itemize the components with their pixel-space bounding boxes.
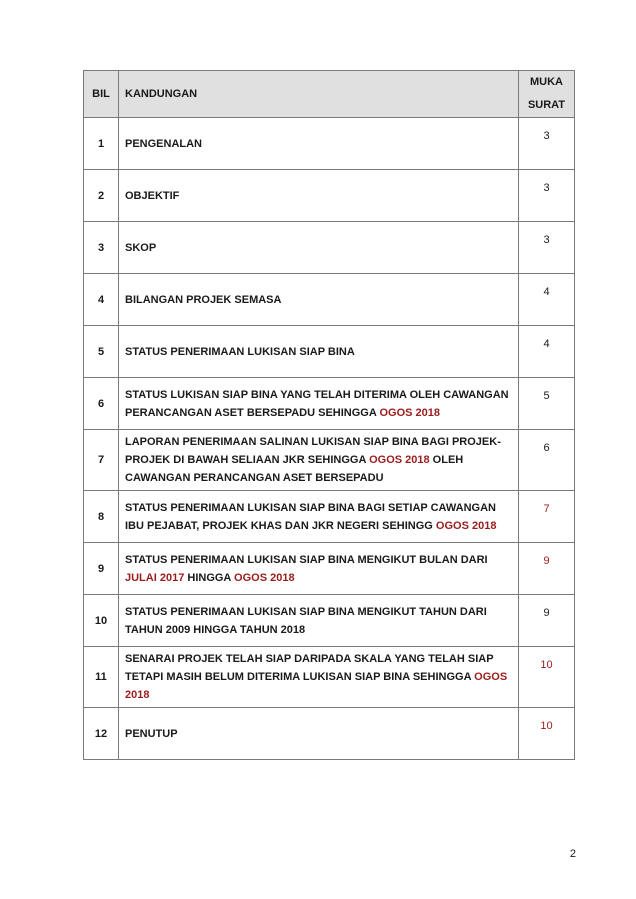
row-page: 4	[519, 274, 575, 326]
row-page: 4	[519, 326, 575, 378]
row-number: 1	[84, 118, 119, 170]
row-number: 5	[84, 326, 119, 378]
table-row	[84, 170, 575, 222]
row-number: 6	[84, 378, 119, 430]
row-title: STATUS PENERIMAAN LUKISAN SIAP BINA MENGIKUT TAHUN DARI TAHUN 2009 HINGGA TAHUN 2018	[119, 595, 519, 647]
row-title-text: STATUS PENERIMAAN LUKISAN SIAP BINA BAGI SETIAP CAWANGAN IBU PEJABAT, PROJEK KHAS DAN JKR NEGERI SEHINGG	[125, 501, 496, 532]
page-number: 2	[569, 848, 576, 860]
row-page: 10	[519, 647, 575, 708]
row-page: 7	[519, 491, 575, 543]
row-title: OBJEKTIF	[119, 170, 519, 222]
row-number: 7	[84, 430, 119, 491]
row-page: 5	[519, 378, 575, 430]
header-muka-surat	[519, 71, 575, 118]
row-page: 3	[519, 170, 575, 222]
table-header-row	[84, 71, 575, 118]
row-number: 10	[84, 595, 119, 647]
table-of-contents	[83, 70, 575, 760]
row-date-highlight: OGOS 2018	[435, 519, 497, 532]
table-row	[84, 118, 575, 170]
row-date-highlight-2: OGOS 2018	[234, 571, 295, 584]
row-number: 3	[84, 222, 119, 274]
row-page: 3	[519, 222, 575, 274]
table-row	[84, 491, 575, 543]
row-title	[119, 378, 519, 430]
row-title: PENUTUP	[119, 708, 519, 760]
row-title: BILANGAN PROJEK SEMASA	[119, 274, 519, 326]
table-row	[84, 595, 575, 647]
row-title-text: SENARAI PROJEK TELAH SIAP DARIPADA SKALA YANG TELAH SIAP TETAPI MASIH BELUM DITERIMA LUKISAN SIAP BINA SEHINGGA	[125, 653, 494, 683]
row-title-text-mid: HINGGA	[184, 571, 235, 584]
row-title-text: LAPORAN PENERIMAAN SALINAN LUKISAN SIAP BINA BAGI PROJEK-PROJEK DI BAWAH SELIAAN JKR SEHINGGA	[125, 436, 501, 466]
table-row	[84, 274, 575, 326]
row-date-highlight: OGOS 2018	[125, 671, 508, 701]
row-number: 4	[84, 274, 119, 326]
row-number: 11	[84, 647, 119, 708]
row-title: PENGENALAN	[119, 118, 519, 170]
table-row	[84, 378, 575, 430]
table-row	[84, 543, 575, 595]
row-date-highlight: OGOS 2018	[369, 454, 430, 466]
row-title-text: STATUS LUKISAN SIAP BINA YANG TELAH DITERIMA OLEH CAWANGAN PERANCANGAN ASET BERSEPADU SEHINGGA	[125, 388, 509, 419]
row-date-highlight: OGOS 2018	[379, 406, 440, 419]
row-title-text: STATUS PENERIMAAN LUKISAN SIAP BINA MENGIKUT BULAN DARI	[125, 553, 488, 566]
row-page: 9	[519, 543, 575, 595]
row-page: 6	[519, 430, 575, 491]
header-muka-line1: MUKA	[530, 76, 563, 88]
row-title	[119, 543, 519, 595]
row-title: SKOP	[119, 222, 519, 274]
row-number: 2	[84, 170, 119, 222]
table-row	[84, 222, 575, 274]
row-title: STATUS PENERIMAAN LUKISAN SIAP BINA	[119, 326, 519, 378]
header-bil: BIL	[84, 71, 119, 118]
row-date-highlight: JULAI 2017	[125, 571, 185, 584]
row-title	[119, 647, 519, 708]
table-row	[84, 326, 575, 378]
row-title	[119, 430, 519, 491]
header-muka-line2: SURAT	[527, 99, 566, 111]
header-kandungan: KANDUNGAN	[119, 71, 519, 118]
row-page: 10	[519, 708, 575, 760]
row-page: 9	[519, 595, 575, 647]
row-title-text-tail: OLEH CAWANGAN PERANCANGAN ASET BERSEPADU	[125, 454, 464, 484]
row-number: 9	[84, 543, 119, 595]
row-number: 8	[84, 491, 119, 543]
table-row	[84, 430, 575, 491]
row-number: 12	[84, 708, 119, 760]
row-title	[119, 491, 519, 543]
row-page: 3	[519, 118, 575, 170]
table-row	[84, 647, 575, 708]
table-row	[84, 708, 575, 760]
